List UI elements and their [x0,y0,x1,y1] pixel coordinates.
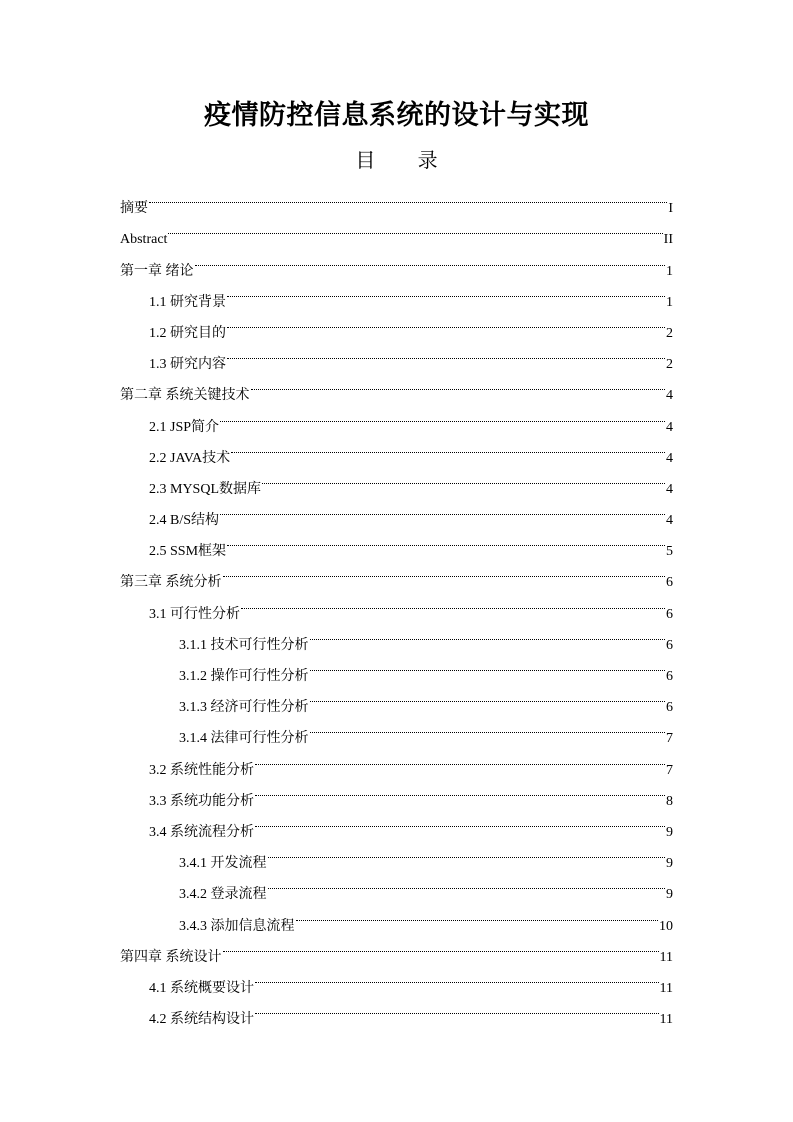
toc-entry-page-number: 11 [659,980,673,996]
toc-entry-label: Abstract [120,232,168,248]
toc-entry-page-number: I [668,201,673,217]
toc-dot-leader [310,649,666,680]
toc-entry-page-number: 1 [666,263,673,279]
toc-entry-label: 1.1 研究背景 [149,294,226,310]
toc-entry-page-number: 6 [666,637,673,653]
toc-dot-leader [227,337,665,368]
toc-entry-label: 第三章 系统分析 [120,575,222,591]
toc-entry-label: 4.1 系统概要设计 [149,980,254,996]
toc-entry-page-number: 6 [666,575,673,591]
toc-entry-page-number: 9 [666,856,673,872]
toc-entry-page-number: 1 [666,294,673,310]
toc-entry-label: 2.4 B/S结构 [149,513,220,529]
toc-entry-page-number: 7 [666,762,673,778]
toc-entry-label: 第一章 绪论 [120,263,194,279]
toc-dot-leader [227,306,665,337]
toc-entry-label: 1.3 研究内容 [149,357,226,373]
toc-entry-page-number: 2 [666,325,673,341]
toc-dot-leader [227,524,665,555]
toc-entry-label: 3.4.3 添加信息流程 [179,918,295,934]
toc-dot-leader [227,275,665,306]
toc-entry-label: 3.1.1 技术可行性分析 [179,637,309,653]
toc-entry-label: 第二章 系统关键技术 [120,388,250,404]
toc-dot-leader [310,711,666,742]
toc-entry-page-number: II [663,232,673,248]
toc-dot-leader [223,555,666,586]
toc-entry-label: 2.3 MYSQL数据库 [149,481,262,497]
toc-entry-label: 摘要 [120,201,148,217]
toc-entry-page-number: 9 [666,824,673,840]
toc-entry-page-number: 6 [666,606,673,622]
document-title: 疫情防控信息系统的设计与实现 [204,100,589,131]
toc-entry-label: 3.4.1 开发流程 [179,856,267,872]
toc-entry-label: 3.1.2 操作可行性分析 [179,669,309,684]
toc-entry-label: 3.4 系统流程分析 [149,824,254,840]
toc-entry-page-number: 11 [659,1012,673,1028]
toc-dot-leader [255,774,665,805]
toc-entry-page-number: 4 [666,481,673,497]
toc-entry-label: 3.4.2 登录流程 [179,887,267,903]
toc-entry-page-number: 4 [666,419,673,435]
toc-entry-page-number: 6 [666,700,673,716]
toc-dot-leader [268,836,666,867]
toc-dot-leader [168,212,662,243]
toc-entry-page-number: 11 [659,949,673,965]
toc-entry-label: 1.2 研究目的 [149,325,226,341]
toc-dot-leader [231,431,665,462]
toc-dot-leader [195,243,666,274]
toc-dot-leader [255,742,665,773]
toc-entry-label: 3.3 系统功能分析 [149,793,254,809]
toc-entry-label: 3.1.3 经济可行性分析 [179,700,309,716]
toc-entry[interactable] [120,275,673,310]
table-of-contents [120,181,673,1028]
toc-entry[interactable] [120,243,673,279]
toc-heading: 目 录 [355,148,456,172]
toc-entry-label: 4.2 系统结构设计 [149,1012,254,1028]
toc-dot-leader [296,898,659,929]
toc-dot-leader [262,462,665,493]
toc-entry-page-number: 6 [666,669,673,684]
toc-entry-page-number: 5 [666,544,673,560]
toc-entry-label: 2.2 JAVA技术 [149,450,231,466]
toc-dot-leader [251,368,666,399]
toc-dot-leader [310,618,666,649]
toc-entry-page-number: 8 [666,793,673,809]
toc-dot-leader [255,805,665,836]
toc-entry[interactable] [120,181,673,217]
toc-entry-label: 3.1 可行性分析 [149,606,240,622]
toc-entry-label: 2.1 JSP简介 [149,419,220,435]
toc-dot-leader [310,680,666,711]
toc-dot-leader [241,586,665,617]
toc-entry[interactable] [120,212,673,248]
toc-entry-page-number: 10 [659,918,673,934]
toc-dot-leader [255,992,659,1023]
toc-entry-page-number: 9 [666,887,673,903]
toc-entry-label: 3.2 系统性能分析 [149,762,254,778]
toc-entry-label: 第四章 系统设计 [120,949,222,965]
toc-entry-page-number: 4 [666,513,673,529]
toc-entry-page-number: 2 [666,357,673,373]
toc-dot-leader [149,181,667,212]
toc-dot-leader [255,961,659,992]
toc-entry-label: 3.1.4 法律可行性分析 [179,731,309,747]
toc-dot-leader [220,399,665,430]
toc-dot-leader [223,930,659,961]
toc-entry-page-number: 7 [666,731,673,747]
toc-dot-leader [268,867,666,898]
toc-entry-label: 2.5 SSM框架 [149,544,227,560]
toc-dot-leader [220,493,665,524]
toc-entry-page-number: 4 [666,450,673,466]
toc-entry-page-number: 4 [666,388,673,404]
